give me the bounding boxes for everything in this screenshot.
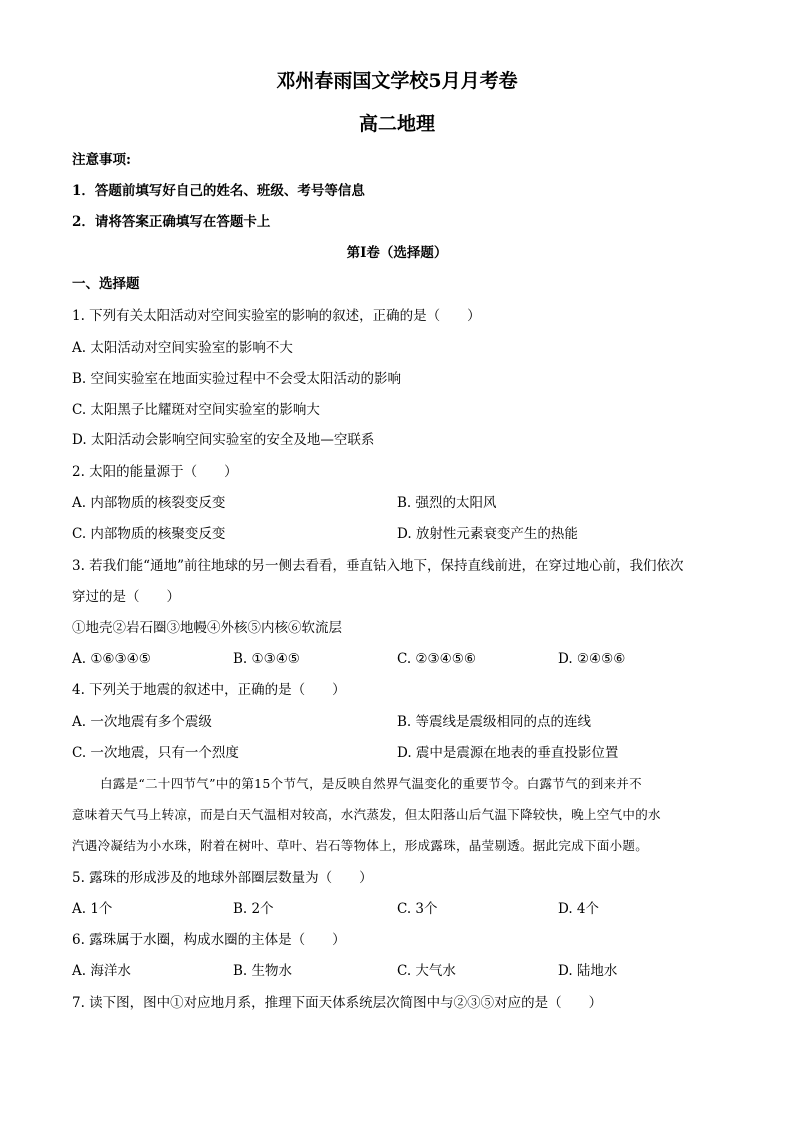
question-3-option-a: A. ①⑥③④⑤ — [72, 651, 151, 667]
notice-item-1: 1．答题前填写好自己的姓名、班级、考号等信息 — [72, 183, 365, 199]
question-4-option-c: C. 一次地震，只有一个烈度 — [72, 745, 239, 761]
question-6-option-a: A. 海洋水 — [72, 963, 131, 979]
question-1-stem: 1. 下列有关太阳活动对空间实验室的影响的叙述，正确的是（ ） — [72, 308, 481, 324]
question-4-stem: 4. 下列关于地震的叙述中，正确的是（ ） — [72, 682, 346, 698]
passage-line-1: 白露是“二十四节气”中的第15个节气，是反映自然界气温变化的重要节令。白露节气的到来并不 — [100, 776, 642, 791]
question-3-option-b: B. ①③④⑤ — [233, 651, 300, 667]
question-3-stem-line-1: 3. 若我们能“通地”前往地球的另一侧去看看，垂直钻入地下，保持直线前进，在穿过地心前，我们依次 — [72, 558, 684, 574]
question-2-option-b: B. 强烈的太阳风 — [397, 495, 497, 511]
question-2-option-c: C. 内部物质的核聚变反变 — [72, 526, 226, 542]
question-1-option-a: A. 太阳活动对空间实验室的影响不大 — [72, 340, 293, 356]
subject-title: 高二地理 — [358, 113, 435, 135]
question-4-option-a: A. 一次地震有多个震级 — [72, 714, 212, 730]
question-3-list: ①地壳②岩石圈③地幔④外核⑤内核⑥软流层 — [72, 620, 342, 636]
question-1-option-b: B. 空间实验室在地面实验过程中不会受太阳活动的影响 — [72, 371, 402, 387]
question-6-option-d: D. 陆地水 — [558, 963, 618, 979]
question-3-option-c: C. ②③④⑤⑥ — [397, 651, 476, 667]
question-5-option-d: D. 4个 — [558, 901, 600, 917]
question-4-option-d: D. 震中是震源在地表的垂直投影位置 — [397, 745, 619, 761]
question-6-option-c: C. 大气水 — [397, 963, 456, 979]
question-5-option-c: C. 3个 — [397, 901, 438, 917]
question-2-option-a: A. 内部物质的核裂变反变 — [72, 495, 226, 511]
question-5-option-b: B. 2个 — [233, 901, 274, 917]
notice-item-2: 2．请将答案正确填写在答题卡上 — [72, 214, 271, 230]
volume-heading: 第I卷（选择题） — [346, 245, 448, 261]
question-6-option-b: B. 生物水 — [233, 963, 293, 979]
question-3-stem-line-2: 穿过的是（ ） — [72, 589, 180, 605]
question-2-stem: 2. 太阳的能量源于（ ） — [72, 464, 238, 480]
question-6-stem: 6. 露珠属于水圈，构成水圈的主体是（ ） — [72, 932, 346, 948]
question-2-option-d: D. 放射性元素衰变产生的热能 — [397, 526, 578, 542]
passage-line-2: 意味着天气马上转凉，而是白天气温相对较高，水汽蒸发，但太阳落山后气温下降较快，晚上空气中的水 — [72, 807, 661, 822]
question-4-option-b: B. 等震线是震级相同的点的连线 — [397, 714, 592, 730]
question-3-option-d: D. ②④⑤⑥ — [558, 651, 626, 667]
part-heading: 一、选择题 — [72, 276, 140, 292]
question-1-option-c: C. 太阳黑子比耀斑对空间实验室的影响大 — [72, 402, 320, 418]
page-title: 邓州春雨国文学校5月月考卷 — [276, 70, 518, 92]
notice-heading: 注意事项: — [72, 152, 131, 168]
question-5-option-a: A. 1个 — [72, 901, 113, 917]
passage-line-3: 汽遇冷凝结为小水珠，附着在树叶、草叶、岩石等物体上，形成露珠，晶莹剔透。据此完成下面小题。 — [72, 838, 649, 853]
question-1-option-d: D. 太阳活动会影响空间实验室的安全及地—空联系 — [72, 432, 375, 448]
question-5-stem: 5. 露珠的形成涉及的地球外部圈层数量为（ ） — [72, 870, 373, 886]
question-7-stem: 7. 读下图，图中①对应地月系，推理下面天体系统层次简图中与②③⑤对应的是（ ） — [72, 995, 603, 1011]
